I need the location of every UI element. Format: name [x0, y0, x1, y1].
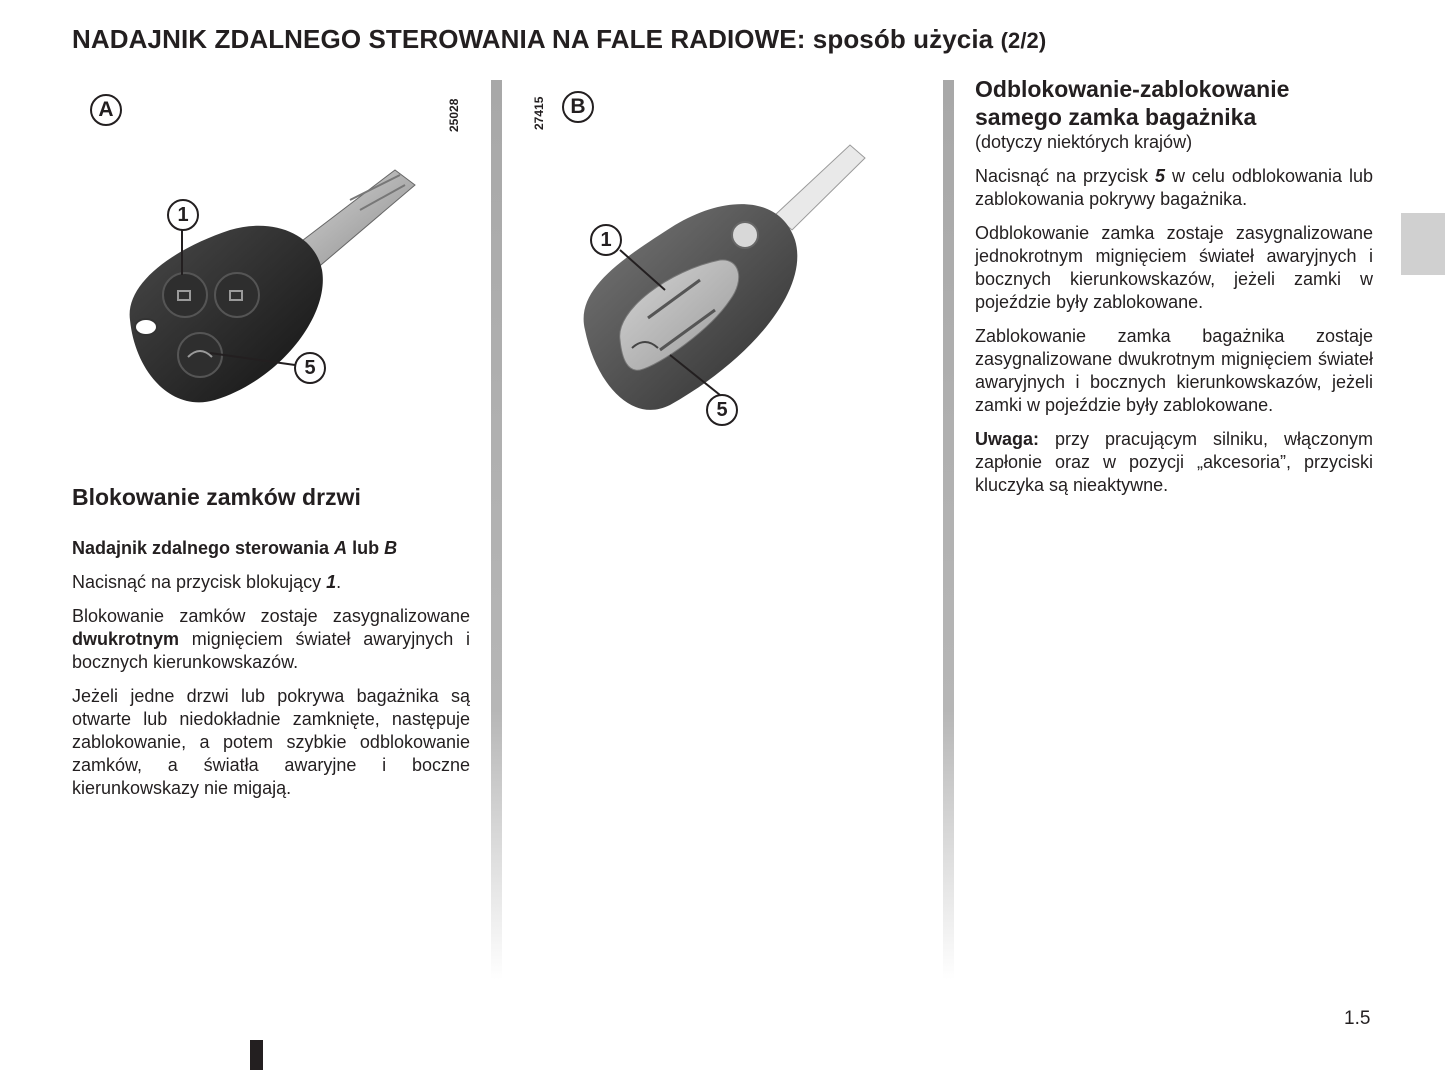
title-main: NADAJNIK ZDALNEGO STEROWANIA NA FALE RADIOWE: sposób użycia	[72, 24, 994, 54]
title-part: (2/2)	[1000, 28, 1047, 53]
figure-a-key-illustration	[110, 155, 450, 425]
section-heading-locking: Blokowanie zamków drzwi	[72, 484, 361, 510]
section-heading-trunk	[975, 75, 1373, 131]
figure-b-callout-1: 1	[590, 224, 622, 256]
heading-line-2: samego zamka bagażnika	[975, 104, 1257, 130]
paragraph-lock-signal	[72, 605, 470, 674]
unlock-button	[215, 273, 259, 317]
subheading-ref-a: A	[334, 538, 348, 558]
p1-text: Nacisnąć na przycisk	[975, 166, 1155, 186]
column-divider-right	[943, 80, 954, 980]
column-divider-left	[491, 80, 502, 980]
figure-a-code: 25028	[447, 98, 461, 132]
p1-ref: 5	[1154, 166, 1165, 186]
lock-button	[163, 273, 207, 317]
paragraph-press-5	[975, 165, 1373, 211]
subheading-text: Nadajnik zdalnego sterowania	[72, 538, 335, 558]
figure-b-key-illustration	[560, 140, 880, 430]
right-column	[975, 75, 1373, 497]
p1-post: w celu odblokowania lub zablokowania pokrywy bagażnika.	[975, 166, 1373, 209]
country-note: (dotyczy niektórych krajów)	[975, 132, 1193, 152]
fold-release-button	[732, 222, 758, 248]
figure-b-code: 27415	[532, 96, 546, 130]
p2-post: mignięciem świateł awaryjnych i bocznych kierunkowskazów.	[72, 629, 470, 672]
p2-text: Blokowanie zamków zostaje zasygnalizowane	[72, 606, 470, 626]
subheading-text-mid: lub	[347, 538, 385, 558]
left-column	[72, 483, 470, 800]
section-marker	[250, 1040, 263, 1070]
p1-post: .	[336, 572, 342, 592]
paragraph-press-lock	[72, 571, 470, 594]
key-ring-hole	[135, 319, 157, 335]
note-text: przy pracującym silniku, włączonym zapłonie oraz w pozycji „akcesoria”, przyciski kluczyka są nieaktywne.	[975, 429, 1373, 495]
chapter-tab	[1401, 213, 1445, 275]
subheading-ref-b: B	[384, 538, 398, 558]
figure-a-callout-1: 1	[167, 199, 199, 231]
p1-ref: 1	[326, 572, 337, 592]
figure-b-label: B	[562, 91, 594, 123]
note-label: Uwaga:	[975, 429, 1040, 449]
paragraph-note	[975, 428, 1373, 497]
p1-text: Nacisnąć na przycisk blokujący	[72, 572, 327, 592]
p2-bold: dwukrotnym	[72, 629, 180, 649]
paragraph-lock-trunk-signal: Zablokowanie zamka bagażnika zostaje zasygnalizowane dwukrotnym mignięciem świateł awaryjnych i bocznych kierunkowskazów, jeżeli zamki w pojeździe były zablokowane.	[975, 326, 1373, 415]
page-number: 1.5	[1344, 1008, 1371, 1029]
page-title	[72, 24, 1046, 55]
paragraph-unlock-signal: Odblokowanie zamka zostaje zasygnalizowane jednokrotnym mignięciem świateł awaryjnych i bocznych kierunkowskazów, jeżeli zamki w pojeździe były zablokowane.	[975, 223, 1373, 312]
heading-line-1: Odblokowanie-zablokowanie	[975, 76, 1290, 102]
paragraph-door-open: Jeżeli jedne drzwi lub pokrywa bagażnika są otwarte lub niedokładnie zamknięte, następuje zablokowanie, a potem szybkie odblokowanie zamków, a światła awaryjne i boczne kierunkowskazy nie migają.	[72, 686, 470, 798]
key-blade	[775, 145, 865, 230]
figure-a-label: A	[90, 94, 122, 126]
figure-b-callout-5: 5	[706, 394, 738, 426]
figure-a-callout-5: 5	[294, 352, 326, 384]
trunk-button	[178, 333, 222, 377]
subheading-remote	[72, 537, 470, 560]
